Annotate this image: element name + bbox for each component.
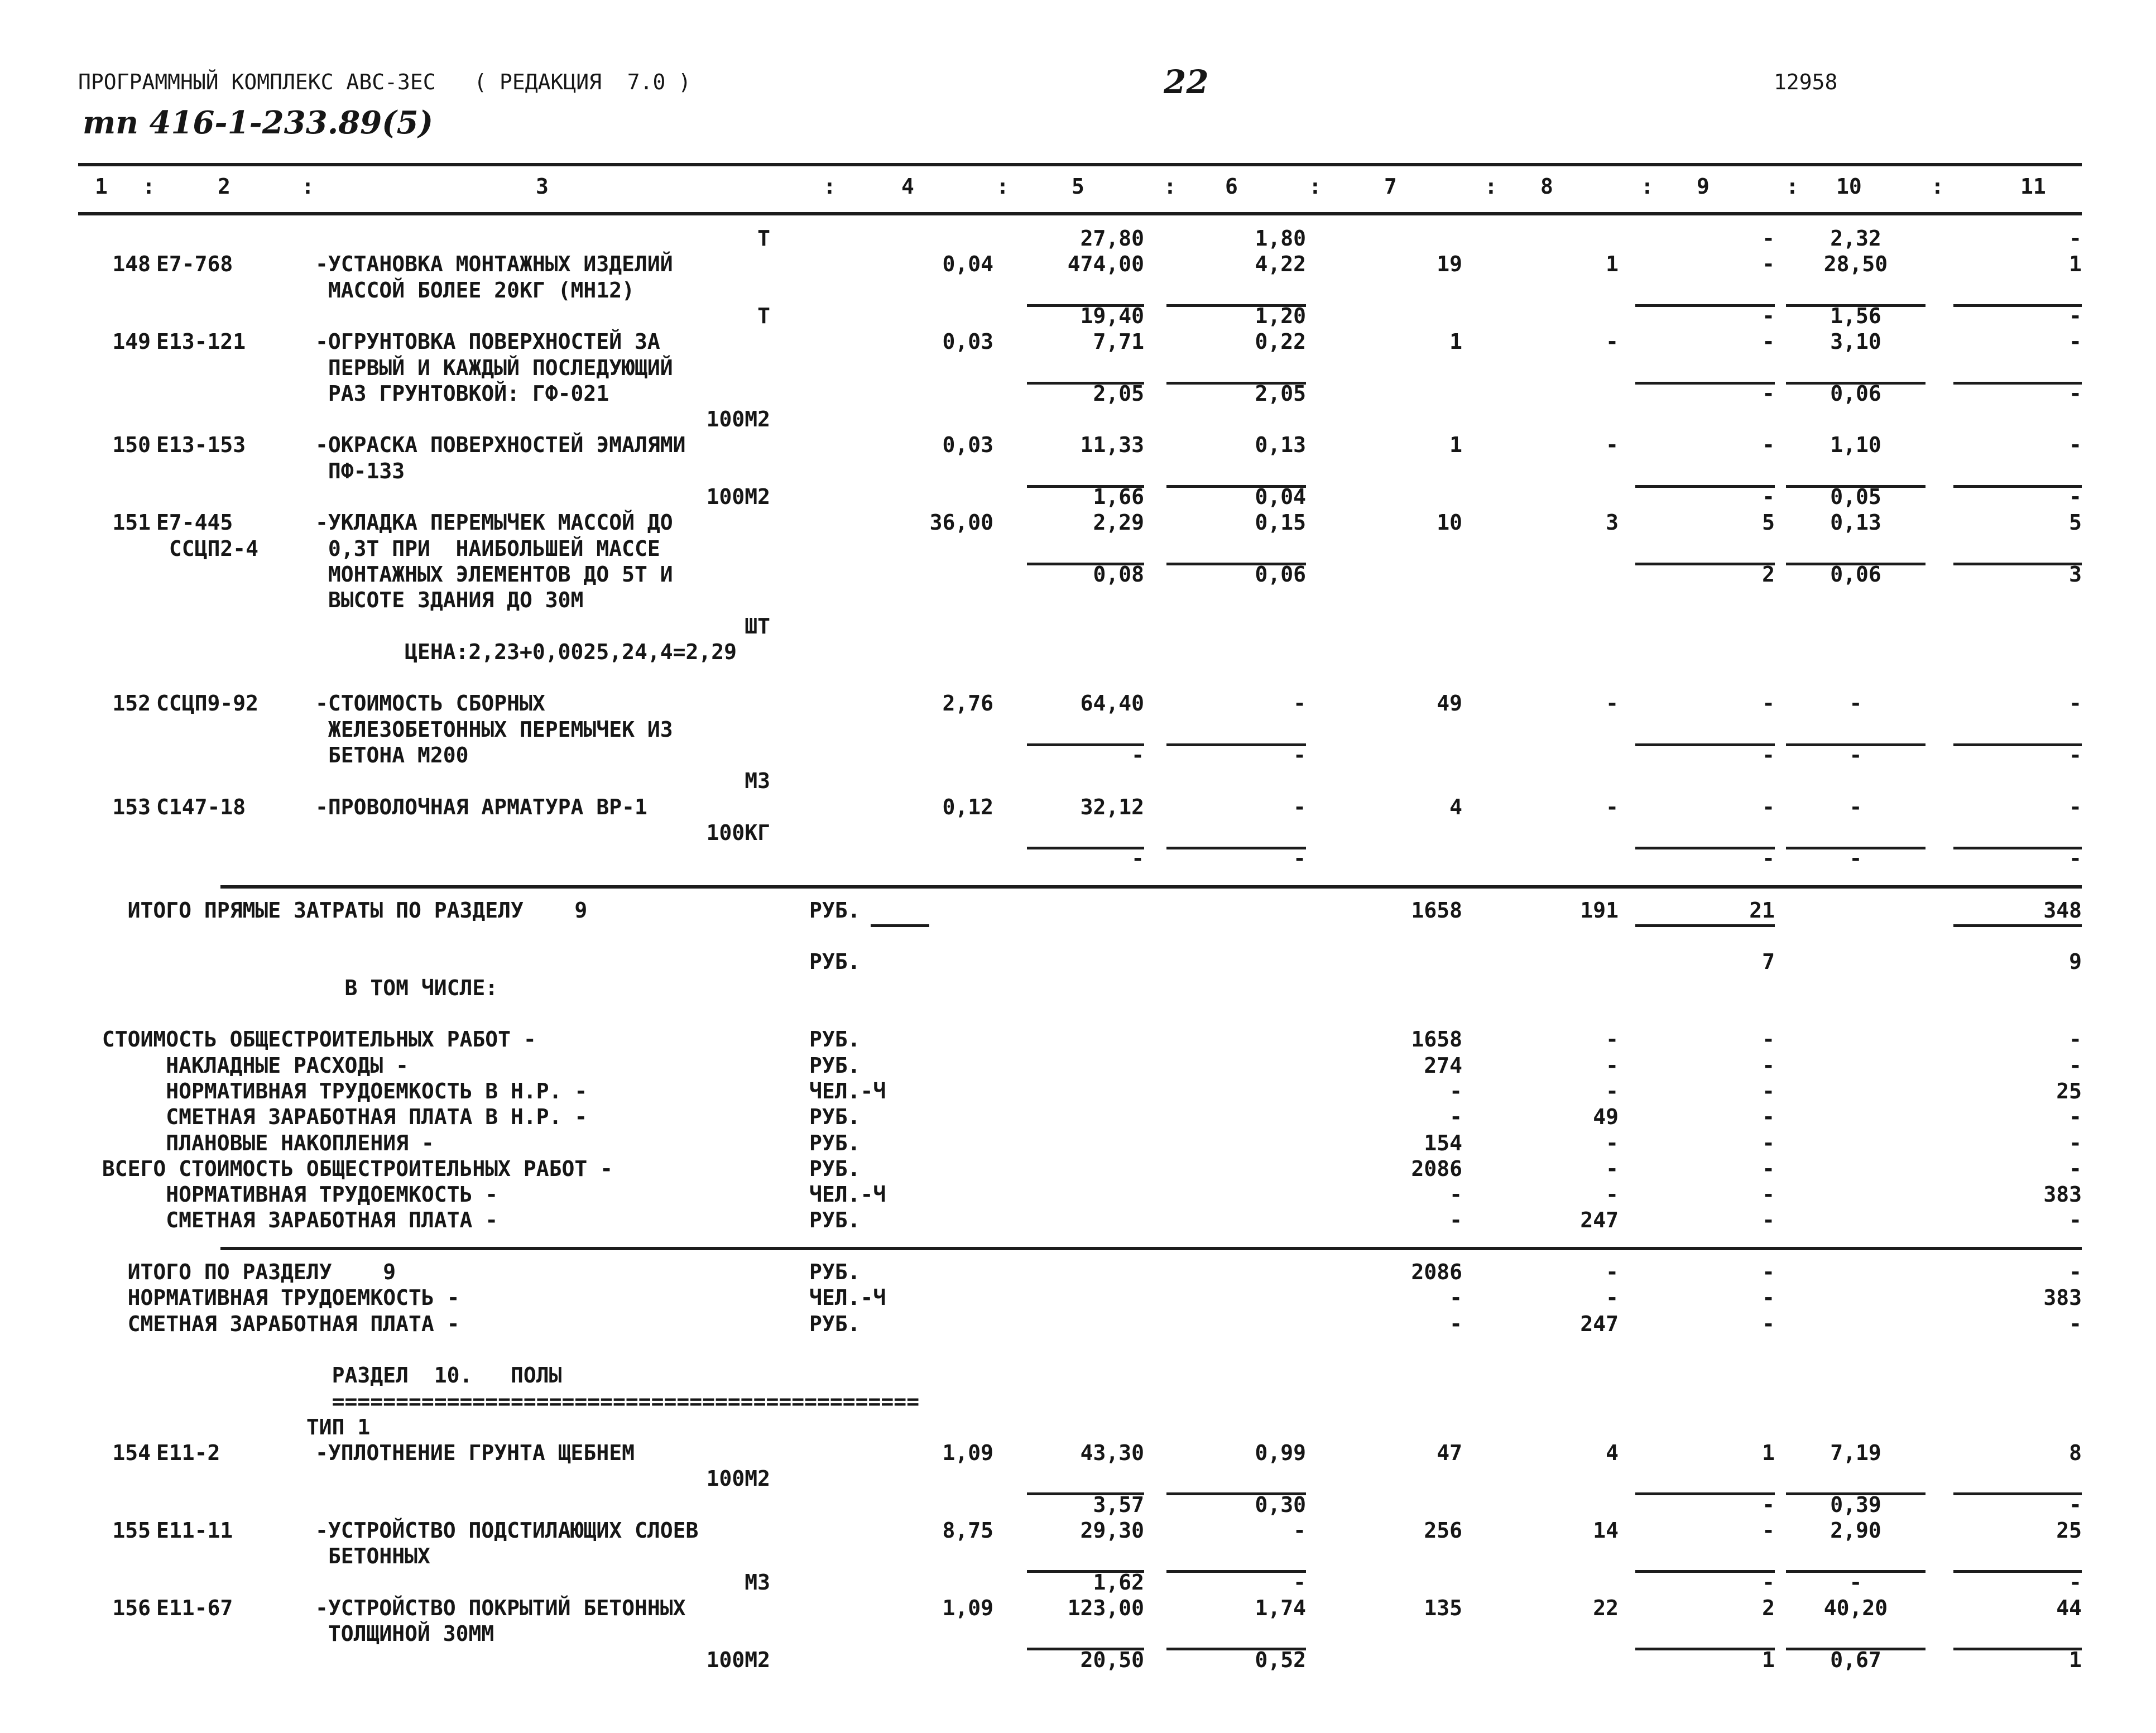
cell-c2: Е11-11	[156, 1518, 233, 1543]
cell-c8: -	[1606, 1130, 1619, 1155]
cell-c11: -	[2069, 794, 2082, 819]
cell-c9: -	[1762, 1518, 1775, 1543]
cell-c3u: М3	[745, 1569, 770, 1595]
cell-c11: 44	[2056, 1595, 2082, 1620]
column-header-7: 7	[1384, 174, 1397, 199]
cell-c3u: 100М2	[706, 1466, 770, 1491]
cell-c3: МАССОЙ БОЛЕЕ 20КГ (МН12)	[315, 277, 635, 303]
cell-c10: -	[1849, 743, 1862, 767]
cell-c1: 152	[112, 691, 151, 716]
column-separator: :	[1641, 174, 1654, 199]
cell-c11: 1	[2069, 1647, 2082, 1672]
cell-c10: 0,39	[1830, 1492, 1881, 1517]
cell-s: СТОИМОСТЬ ОБЩЕСТРОИТЕЛЬНЫХ РАБОТ -	[89, 1027, 536, 1052]
cell-c6: 1,20	[1255, 303, 1306, 328]
cell-c5: 11,33	[1080, 433, 1144, 458]
section-rule	[220, 885, 2082, 889]
cell-c10: 28,50	[1823, 252, 1888, 277]
cell-c8: -	[1606, 1182, 1619, 1207]
cell-u: РУБ.	[809, 1208, 861, 1233]
cell-s: ПЛАНОВЫЕ НАКОПЛЕНИЯ -	[89, 1130, 434, 1155]
cell-c9: -	[1762, 1182, 1775, 1207]
cell-c4: 1,09	[942, 1441, 993, 1466]
cell-c4: 36,00	[929, 510, 993, 535]
cell-c6: 0,52	[1255, 1647, 1306, 1672]
cell-c8: 247	[1580, 1311, 1619, 1336]
cell-c2: ССЦП2-4	[156, 536, 259, 561]
cell-c1: 150	[112, 433, 151, 458]
cell-c9: -	[1762, 1053, 1775, 1078]
cell-c9: 21	[1749, 897, 1775, 923]
cell-c10: 0,67	[1830, 1647, 1881, 1672]
cell-c2: Е11-67	[156, 1595, 233, 1620]
cell-c9: 1	[1762, 1647, 1775, 1672]
cell-c5: 64,40	[1080, 691, 1144, 716]
cell-c3: РАЗ ГРУНТОВКОЙ: ГФ-021	[315, 381, 609, 406]
cell-s: В ТОМ ЧИСЛЕ:	[89, 975, 498, 1000]
cell-c11: 3	[2069, 561, 2082, 587]
cell-c6: 4,22	[1255, 252, 1306, 277]
column-separator: :	[142, 174, 155, 199]
cell-c6: 0,04	[1255, 484, 1306, 509]
cell-u: РУБ.	[809, 1027, 861, 1052]
cell-c8: 3	[1606, 510, 1619, 535]
cell-c3: ЖЕЛЕЗОБЕТОННЫХ ПЕРЕМЫЧЕК ИЗ	[315, 717, 673, 742]
cell-c3: -СТОИМОСТЬ СБОРНЫХ	[315, 691, 545, 716]
cell-c7: 19	[1437, 252, 1462, 277]
column-separator: :	[1786, 174, 1799, 199]
cell-c4: 0,03	[942, 329, 993, 354]
cell-c3: 0,3Т ПРИ НАИБОЛЬШЕЙ МАССЕ	[315, 536, 660, 561]
cell-c2: С147-18	[156, 794, 246, 819]
cell-c9: -	[1762, 381, 1775, 406]
cell-c7: 1	[1449, 329, 1462, 354]
cell-c11: -	[2069, 1027, 2082, 1052]
cell-c8: -	[1606, 1027, 1619, 1052]
cell-c9: -	[1762, 1027, 1775, 1052]
cell-c9: 2	[1762, 1595, 1775, 1620]
cell-c4: 1,09	[942, 1595, 993, 1620]
cell-c5: -	[1131, 846, 1144, 871]
cell-c6: 0,13	[1255, 433, 1306, 458]
cell-c9: -	[1762, 1492, 1775, 1517]
cell-c9: -	[1762, 1569, 1775, 1595]
cell-c7: -	[1449, 1078, 1462, 1103]
cell-c6: -	[1293, 1569, 1306, 1595]
cell-c11: 8	[2069, 1441, 2082, 1466]
cell-c10: 1,56	[1830, 303, 1881, 328]
cell-c2: ССЦП9-92	[156, 691, 259, 716]
cell-u: РУБ.	[809, 1311, 861, 1336]
cell-c11: -	[2069, 1156, 2082, 1181]
cell-c11: 1	[2069, 252, 2082, 277]
cell-c7: -	[1449, 1208, 1462, 1233]
cell-c10: -	[1849, 1569, 1862, 1595]
cell-c10: -	[1849, 794, 1862, 819]
cell-u: РУБ.	[809, 1130, 861, 1155]
cell-c3: БЕТОНА М200	[315, 743, 469, 767]
cell-c5: 20,50	[1080, 1647, 1144, 1672]
cell-c8: -	[1606, 1053, 1619, 1078]
column-header-4: 4	[901, 174, 914, 199]
cell-c11: -	[2069, 1208, 2082, 1233]
cell-c5: 123,00	[1067, 1595, 1144, 1620]
cell-c7: 154	[1424, 1130, 1462, 1155]
cell-c10: 3,10	[1830, 329, 1881, 354]
cell-c6: 0,22	[1255, 329, 1306, 354]
cell-c11: -	[2069, 433, 2082, 458]
section-rule	[220, 1247, 2082, 1250]
cell-c8: -	[1606, 1078, 1619, 1103]
document-code: 12958	[1774, 70, 1838, 94]
cell-c11: -	[2069, 1105, 2082, 1130]
cell-c10: 0,05	[1830, 484, 1881, 509]
page-number: 22	[1164, 63, 1209, 101]
cell-c3: -УПЛОТНЕНИЕ ГРУНТА ЩЕБНЕМ	[315, 1441, 635, 1466]
cell-c9: -	[1762, 1078, 1775, 1103]
cell-c3: -ПРОВОЛОЧНАЯ АРМАТУРА ВР-1	[315, 794, 647, 819]
cell-s: ВСЕГО СТОИМОСТЬ ОБЩЕСТРОИТЕЛЬНЫХ РАБОТ -	[89, 1156, 613, 1181]
cell-c10: 2,90	[1830, 1518, 1881, 1543]
cell-c9: -	[1762, 1260, 1775, 1284]
cell-c5: -	[1131, 743, 1144, 767]
cell-c3u: Т	[757, 303, 770, 328]
cell-c1: 149	[112, 329, 151, 354]
cell-c3: -ОГРУНТОВКА ПОВЕРХНОСТЕЙ ЗА	[315, 329, 660, 354]
column-separator: :	[1485, 174, 1497, 199]
cell-c6: 2,05	[1255, 381, 1306, 406]
cell-c7: 1658	[1411, 897, 1462, 923]
cell-c11: -	[2069, 1311, 2082, 1336]
cell-c9: -	[1762, 329, 1775, 354]
cell-s: НОРМАТИВНАЯ ТРУДОЕМКОСТЬ В Н.Р. -	[89, 1078, 588, 1103]
cell-c5: 3,57	[1093, 1492, 1144, 1517]
cell-c10: -	[1849, 691, 1862, 716]
cell-c5: 7,71	[1093, 329, 1144, 354]
cell-c9: -	[1762, 1105, 1775, 1130]
program-header: ПРОГРАММНЫЙ КОМПЛЕКС АВС-3ЕС ( РЕДАКЦИЯ 7.0 )	[78, 70, 692, 94]
handwritten-reference: тп 416-1-233.89(5)	[83, 104, 434, 141]
cell-c2: Е13-121	[156, 329, 246, 354]
cell-c9: -	[1762, 1285, 1775, 1310]
cell-c1: 155	[112, 1518, 151, 1543]
cell-c11: 383	[2043, 1285, 2082, 1310]
cell-c8: -	[1606, 329, 1619, 354]
cell-c8: 14	[1593, 1518, 1619, 1543]
cell-c3: -УСТРОЙСТВО ПОКРЫТИЙ БЕТОННЫХ	[315, 1595, 686, 1620]
cell-s: НОРМАТИВНАЯ ТРУДОЕМКОСТЬ -	[89, 1182, 498, 1207]
cell-c10: 0,06	[1830, 561, 1881, 587]
cell-c8: -	[1606, 1260, 1619, 1284]
header-top-rule	[78, 163, 2082, 166]
cell-u: РУБ.	[809, 897, 861, 923]
cell-c7: -	[1449, 1285, 1462, 1310]
cell-c4: 0,03	[942, 433, 993, 458]
cell-c9: 7	[1762, 949, 1775, 974]
cell-c3: -УСТАНОВКА МОНТАЖНЫХ ИЗДЕЛИЙ	[315, 252, 673, 277]
cell-c6: 1,74	[1255, 1595, 1306, 1620]
cell-c3: ВЫСОТЕ ЗДАНИЯ ДО 30М	[315, 588, 584, 613]
cell-c8: 247	[1580, 1208, 1619, 1233]
cell-s: СМЕТНАЯ ЗАРАБОТНАЯ ПЛАТА -	[89, 1208, 498, 1233]
cell-c6: -	[1293, 846, 1306, 871]
cell-c5: 2,29	[1093, 510, 1144, 535]
cell-c3u: 100КГ	[706, 820, 770, 845]
cell-c9: -	[1762, 691, 1775, 716]
cell-s: ИТОГО ПРЯМЫЕ ЗАТРАТЫ ПО РАЗДЕЛУ 9	[89, 897, 588, 923]
cell-c11: 5	[2069, 510, 2082, 535]
cell-c5: 19,40	[1080, 303, 1144, 328]
cell-c8: 1	[1606, 252, 1619, 277]
column-separator: :	[301, 174, 314, 199]
cell-c6: 1,80	[1255, 226, 1306, 251]
cell-c3u: Т	[757, 226, 770, 251]
cell-c2: Е7-768	[156, 252, 233, 277]
cell-c7: 4	[1449, 794, 1462, 819]
cell-c3: БЕТОННЫХ	[315, 1544, 430, 1569]
cell-c5: 32,12	[1080, 794, 1144, 819]
cell-c1: 156	[112, 1595, 151, 1620]
cell-c5: 27,80	[1080, 226, 1144, 251]
subtotal-underline	[1635, 924, 1775, 927]
cell-c9: -	[1762, 252, 1775, 277]
cell-c7: 135	[1424, 1595, 1462, 1620]
column-separator: :	[996, 174, 1009, 199]
cell-c11: -	[2069, 329, 2082, 354]
cell-c2: Е7-445	[156, 510, 233, 535]
cell-c7: 49	[1437, 691, 1462, 716]
cell-c11: 25	[2056, 1078, 2082, 1103]
cell-c9: -	[1762, 743, 1775, 767]
cell-c10: 1,10	[1830, 433, 1881, 458]
cell-c11: 25	[2056, 1518, 2082, 1543]
cell-u: РУБ.	[809, 1053, 861, 1078]
cell-c7: -	[1449, 1105, 1462, 1130]
cell-c10: 7,19	[1830, 1441, 1881, 1466]
column-header-6: 6	[1225, 174, 1238, 199]
cell-c3: ПФ-133	[315, 458, 405, 483]
cell-c9: -	[1762, 303, 1775, 328]
cell-c3u: 100М2	[706, 1647, 770, 1672]
cell-s: НАКЛАДНЫЕ РАСХОДЫ -	[89, 1053, 409, 1078]
cell-c11: -	[2069, 1130, 2082, 1155]
cell-c1: 153	[112, 794, 151, 819]
cell-c3u: М3	[745, 769, 770, 794]
cell-u: РУБ.	[809, 949, 861, 974]
cell-c8: 22	[1593, 1595, 1619, 1620]
cell-c3: ПЕРВЫЙ И КАЖДЫЙ ПОСЛЕДУЮЩИЙ	[315, 355, 673, 380]
cell-c5: 1,66	[1093, 484, 1144, 509]
cell-c3: ЦЕНА:2,23+0,0025,24,4=2,29	[315, 639, 737, 664]
column-header-11: 11	[2020, 174, 2046, 199]
cell-c3: -УСТРОЙСТВО ПОДСТИЛАЮЩИХ СЛОЕВ	[315, 1518, 699, 1543]
cell-c9: 5	[1762, 510, 1775, 535]
cell-c11: -	[2069, 226, 2082, 251]
cell-c7: 2086	[1411, 1260, 1462, 1284]
cell-c9: 2	[1762, 561, 1775, 587]
cell-c11: -	[2069, 484, 2082, 509]
cell-c11: -	[2069, 381, 2082, 406]
cell-u: ЧЕЛ.-Ч	[809, 1285, 886, 1310]
cell-c11: -	[2069, 691, 2082, 716]
column-header-1: 1	[95, 174, 108, 199]
cell-c1: 151	[112, 510, 151, 535]
cell-c11: -	[2069, 743, 2082, 767]
cell-c6: 0,15	[1255, 510, 1306, 535]
cell-c9: 1	[1762, 1441, 1775, 1466]
cell-c11: -	[2069, 1053, 2082, 1078]
column-header-2: 2	[218, 174, 231, 199]
cell-c5: 43,30	[1080, 1441, 1144, 1466]
cell-c4: 2,76	[942, 691, 993, 716]
cell-c11: 9	[2069, 949, 2082, 974]
cell-u: ЧЕЛ.-Ч	[809, 1078, 886, 1103]
cell-c11: -	[2069, 1492, 2082, 1517]
cell-u: РУБ.	[809, 1260, 861, 1284]
column-header-8: 8	[1540, 174, 1553, 199]
cell-c10: 0,06	[1830, 381, 1881, 406]
cell-c9: -	[1762, 846, 1775, 871]
column-header-3: 3	[536, 174, 549, 199]
cell-c9: -	[1762, 1208, 1775, 1233]
cell-c7: 2086	[1411, 1156, 1462, 1181]
cell-c11: -	[2069, 1569, 2082, 1595]
column-separator: :	[1931, 174, 1944, 199]
cell-c6: 0,06	[1255, 561, 1306, 587]
cell-c8: -	[1606, 433, 1619, 458]
cell-c4: 0,12	[942, 794, 993, 819]
subtotal-underline	[871, 924, 929, 927]
cell-c6: 0,99	[1255, 1441, 1306, 1466]
cell-c7: 1658	[1411, 1027, 1462, 1052]
cell-c8: -	[1606, 1285, 1619, 1310]
cell-c7: 1	[1449, 433, 1462, 458]
cell-c3u: 100М2	[706, 407, 770, 432]
cell-c9: -	[1762, 1130, 1775, 1155]
cell-c2: Е13-153	[156, 433, 246, 458]
column-header-10: 10	[1836, 174, 1862, 199]
cell-c9: -	[1762, 794, 1775, 819]
cell-c5: 2,05	[1093, 381, 1144, 406]
cell-s: НОРМАТИВНАЯ ТРУДОЕМКОСТЬ -	[89, 1285, 460, 1310]
cell-c1: 154	[112, 1441, 151, 1466]
cell-c8: -	[1606, 691, 1619, 716]
cell-c6: -	[1293, 1518, 1306, 1543]
cell-c3: МОНТАЖНЫХ ЭЛЕМЕНТОВ ДО 5Т И	[315, 561, 673, 587]
cell-c5: 1,62	[1093, 1569, 1144, 1595]
cell-c6: -	[1293, 794, 1306, 819]
cell-c1: 148	[112, 252, 151, 277]
cell-c7: -	[1449, 1182, 1462, 1207]
cell-u: РУБ.	[809, 1105, 861, 1130]
cell-c4: 0,04	[942, 252, 993, 277]
column-header-9: 9	[1697, 174, 1710, 199]
cell-c2: Е11-2	[156, 1441, 220, 1466]
cell-u: РУБ.	[809, 1156, 861, 1181]
cell-c11: -	[2069, 1260, 2082, 1284]
cell-c8: -	[1606, 794, 1619, 819]
cell-c6: 0,30	[1255, 1492, 1306, 1517]
column-separator: :	[823, 174, 836, 199]
cell-s: РАЗДЕЛ 10. ПОЛЫ	[89, 1363, 562, 1388]
cell-c8: 4	[1606, 1441, 1619, 1466]
cell-c3u: ШТ	[745, 613, 770, 639]
cell-c7: 10	[1437, 510, 1462, 535]
cell-c7: -	[1449, 1311, 1462, 1336]
column-header-5: 5	[1072, 174, 1084, 199]
cell-c10: 2,32	[1830, 226, 1881, 251]
cell-c5: 29,30	[1080, 1518, 1144, 1543]
cell-c10: -	[1849, 846, 1862, 871]
cell-c7: 274	[1424, 1053, 1462, 1078]
cell-c6: -	[1293, 743, 1306, 767]
cell-c3: -ОКРАСКА ПОВЕРХНОСТЕЙ ЭМАЛЯМИ	[315, 433, 686, 458]
column-separator: :	[1309, 174, 1322, 199]
cell-c5: 474,00	[1067, 252, 1144, 277]
cell-c11: 383	[2043, 1182, 2082, 1207]
cell-c3u: 100М2	[706, 484, 770, 509]
cell-c9: -	[1762, 433, 1775, 458]
subtotal-underline	[1953, 924, 2082, 927]
cell-c9: -	[1762, 1156, 1775, 1181]
cell-c7: 256	[1424, 1518, 1462, 1543]
cell-c10: 0,13	[1830, 510, 1881, 535]
cell-c8: 191	[1580, 897, 1619, 923]
cell-c11: -	[2069, 303, 2082, 328]
cell-c3: ТОЛЩИНОЙ 30ММ	[315, 1621, 494, 1646]
cell-u: ЧЕЛ.-Ч	[809, 1182, 886, 1207]
cell-c8: 49	[1593, 1105, 1619, 1130]
cell-c5: 0,08	[1093, 561, 1144, 587]
header-bottom-rule	[78, 212, 2082, 215]
cell-c8: -	[1606, 1156, 1619, 1181]
cell-c10: 40,20	[1823, 1595, 1888, 1620]
cell-s: СМЕТНАЯ ЗАРАБОТНАЯ ПЛАТА В Н.Р. -	[89, 1105, 588, 1130]
cell-s: ИТОГО ПО РАЗДЕЛУ 9	[89, 1260, 396, 1284]
cell-c3: -УКЛАДКА ПЕРЕМЫЧЕК МАССОЙ ДО	[315, 510, 673, 535]
cell-s: ==============================================	[89, 1389, 920, 1414]
cell-c9: -	[1762, 1311, 1775, 1336]
cell-c9: -	[1762, 226, 1775, 251]
cell-c9: -	[1762, 484, 1775, 509]
cell-c7: 47	[1437, 1441, 1462, 1466]
column-separator: :	[1164, 174, 1177, 199]
cell-c6: -	[1293, 691, 1306, 716]
cell-s: ТИП 1	[89, 1414, 371, 1439]
cell-s: СМЕТНАЯ ЗАРАБОТНАЯ ПЛАТА -	[89, 1311, 460, 1336]
cell-c11: -	[2069, 846, 2082, 871]
cell-c11: 348	[2043, 897, 2082, 923]
cell-c4: 8,75	[942, 1518, 993, 1543]
